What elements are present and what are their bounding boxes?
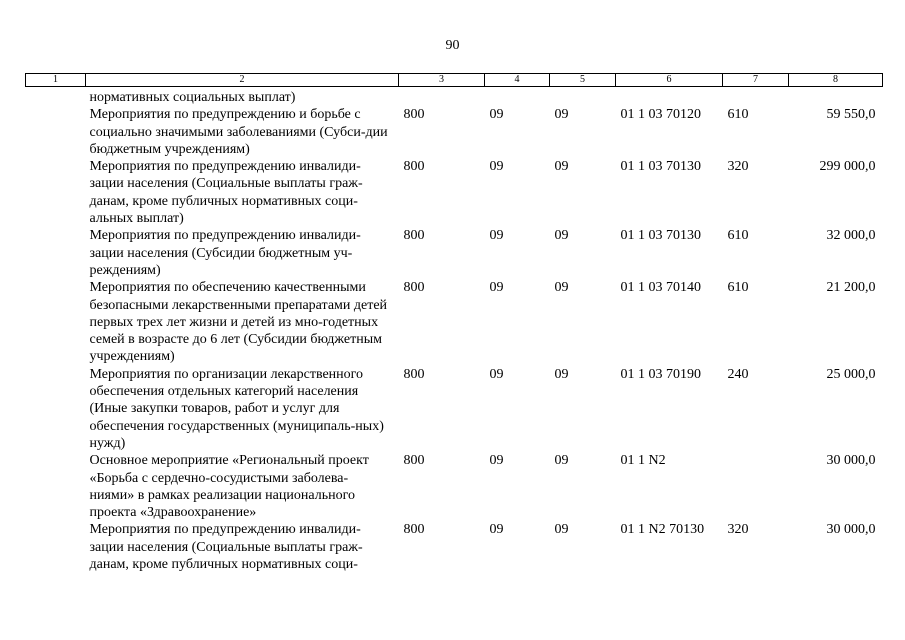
row-name: Мероприятия по предупреждению и борьбе с социально значимыми заболеваниями (Субси-дии бюджетным учреждениям) <box>89 107 388 157</box>
row-ministry: 800 <box>403 280 425 296</box>
column-header-6: 6 <box>616 74 723 87</box>
row-subsection: 09 <box>554 522 569 538</box>
row-expense-type: 610 <box>727 107 749 123</box>
row-ministry: 800 <box>403 228 425 244</box>
row-expense-type: 610 <box>727 228 749 244</box>
table-row <box>26 106 883 158</box>
row-section: 09 <box>489 453 504 469</box>
row-target-article: 01 1 03 70190 <box>620 366 701 382</box>
column-header-8: 8 <box>789 74 883 87</box>
column-header-3: 3 <box>399 74 485 87</box>
row-expense-type: 610 <box>727 280 749 296</box>
row-section: 09 <box>489 366 504 382</box>
row-amount: 25 000,0 <box>826 366 876 382</box>
row-section: 09 <box>489 280 504 296</box>
column-number-header-row <box>26 74 883 87</box>
table-row <box>26 279 883 365</box>
table-row-continuation <box>26 87 883 107</box>
column-header-5: 5 <box>550 74 616 87</box>
row-expense-type: 240 <box>727 366 749 382</box>
row-target-article: 01 1 03 70130 <box>620 159 701 175</box>
row-subsection: 09 <box>554 280 569 296</box>
row-expense-type <box>723 452 789 521</box>
row-name: Основное мероприятие «Региональный проект «Борьба с сердечно-сосудистыми заболева-ниями» в рамках реализации национального проекта «Здравоохранение» <box>89 453 369 521</box>
table-row <box>26 227 883 279</box>
row-amount: 30 000,0 <box>826 522 876 538</box>
row-name: Мероприятия по предупреждению инвалиди-зации населения (Субсидии бюджетным уч-реждениям) <box>89 228 361 278</box>
row-subsection: 09 <box>554 453 569 469</box>
row-amount: 21 200,0 <box>826 280 876 296</box>
column-header-7: 7 <box>723 74 789 87</box>
row-target-article: 01 1 03 70130 <box>620 228 701 244</box>
column-header-2: 2 <box>86 74 399 87</box>
row-ministry: 800 <box>403 107 425 123</box>
row-name: Мероприятия по предупреждению инвалиди-зации населения (Социальные выплаты граж-данам, кроме публичных нормативных соци- <box>89 522 363 573</box>
table-row <box>26 366 883 452</box>
row-ministry: 800 <box>403 159 425 175</box>
table-row <box>26 521 883 573</box>
row-section: 09 <box>489 107 504 123</box>
row-subsection: 09 <box>554 228 569 244</box>
row-subsection: 09 <box>554 366 569 382</box>
row-target-article: 01 1 N2 <box>620 453 666 469</box>
row-name: нормативных социальных выплат) <box>89 90 296 105</box>
row-target-article: 01 1 N2 70130 <box>620 522 705 538</box>
row-amount: 32 000,0 <box>826 228 876 244</box>
row-name: Мероприятия по организации лекарственного обеспечения отдельных категорий населения (Иные закупки товаров, работ и услуг для обеспечения государственных (муниципаль-ных) нужд) <box>89 366 384 451</box>
row-section: 09 <box>489 522 504 538</box>
row-target-article: 01 1 03 70120 <box>620 107 701 123</box>
column-header-4: 4 <box>485 74 550 87</box>
row-expense-type: 320 <box>727 159 749 175</box>
row-ministry: 800 <box>403 366 425 382</box>
row-amount: 299 000,0 <box>819 159 876 175</box>
row-ministry: 800 <box>403 453 425 469</box>
row-expense-type: 320 <box>727 522 749 538</box>
row-amount: 59 550,0 <box>826 107 876 123</box>
page-number: 90 <box>445 38 460 53</box>
table-row <box>26 158 883 227</box>
row-amount: 30 000,0 <box>826 453 876 469</box>
row-name: Мероприятия по обеспечению качественными безопасными лекарственными препаратами детей первых трех лет жизни и детей из мно-годетных семей в возрасте до 6 лет (Субсидии бюджетным учреждениям) <box>89 280 388 365</box>
row-target-article: 01 1 03 70140 <box>620 280 701 296</box>
column-header-1: 1 <box>26 74 86 87</box>
row-ministry: 800 <box>403 522 425 538</box>
row-section: 09 <box>489 159 504 175</box>
row-subsection: 09 <box>554 107 569 123</box>
budget-table <box>25 73 883 573</box>
row-subsection: 09 <box>554 159 569 175</box>
row-section: 09 <box>489 228 504 244</box>
row-name: Мероприятия по предупреждению инвалиди-зации населения (Социальные выплаты граж-данам, кроме публичных нормативных соци-альных выплат) <box>89 159 363 227</box>
table-row <box>26 452 883 521</box>
